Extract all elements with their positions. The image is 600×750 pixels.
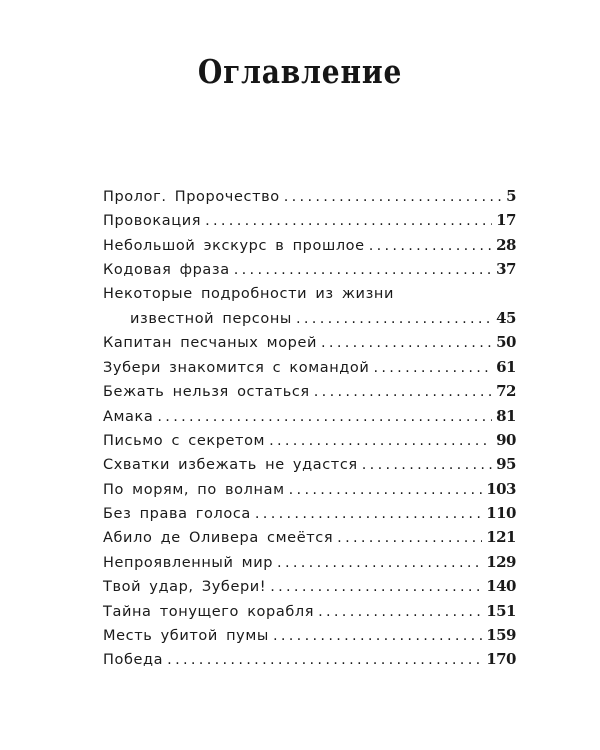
dot-leader xyxy=(362,453,492,477)
entry-title: Месть убитой пумы xyxy=(103,628,269,645)
toc-entry[interactable] xyxy=(103,208,516,232)
toc-entry[interactable] xyxy=(103,428,516,452)
entry-page: 140 xyxy=(486,577,516,596)
entry-title: Амака xyxy=(103,408,154,425)
toc-entry[interactable] xyxy=(103,501,516,525)
entry-title: Твой удар, Зубери! xyxy=(103,579,267,596)
dot-leader xyxy=(284,185,502,209)
toc-entry[interactable] xyxy=(103,355,516,379)
toc-entry[interactable] xyxy=(103,647,516,671)
toc-entry[interactable] xyxy=(103,379,516,403)
entry-title: известной персоны xyxy=(130,310,292,327)
toc-entry[interactable] xyxy=(103,477,516,501)
entry-title: Бежать нельзя остаться xyxy=(103,384,310,401)
entry-title: По морям, по волнам xyxy=(103,481,285,498)
entry-title: Без права голоса xyxy=(103,506,251,523)
toc-entry[interactable] xyxy=(103,257,516,281)
dot-leader xyxy=(373,356,492,380)
dot-leader xyxy=(318,600,482,624)
toc-entry[interactable] xyxy=(103,550,516,574)
dot-leader xyxy=(234,258,492,282)
entry-page: 45 xyxy=(496,308,516,327)
entry-title: Непроявленный мир xyxy=(103,554,274,571)
dot-leader xyxy=(369,234,492,258)
entry-page: 50 xyxy=(496,333,516,352)
dot-leader xyxy=(289,478,483,502)
dot-leader xyxy=(269,429,492,453)
entry-page: 37 xyxy=(496,260,516,279)
toc-entry[interactable] xyxy=(103,282,516,306)
toc-entry-continuation[interactable] xyxy=(103,306,516,330)
toc-entry[interactable] xyxy=(103,184,516,208)
entry-page: 103 xyxy=(486,479,516,498)
entry-title: Капитан песчаных морей xyxy=(103,335,318,352)
entry-page: 17 xyxy=(496,211,516,230)
entry-title: Небольшой экскурс в прошлое xyxy=(103,237,365,254)
entry-title: Тайна тонущего корабля xyxy=(103,603,315,620)
entry-title: Некоторые подробности из жизни xyxy=(103,285,394,302)
entry-title: Зубери знакомится с командой xyxy=(103,359,370,376)
toc-entry[interactable] xyxy=(103,452,516,476)
dot-leader xyxy=(277,551,482,575)
toc-entry[interactable] xyxy=(103,574,516,598)
page-title: Оглавление xyxy=(197,52,403,91)
entry-title: Кодовая фраза xyxy=(103,262,230,279)
toc-entry[interactable] xyxy=(103,525,516,549)
dot-leader xyxy=(314,380,492,404)
entry-title: Письмо с секретом xyxy=(103,432,266,449)
entry-page: 61 xyxy=(496,357,516,376)
dot-leader xyxy=(337,526,482,550)
entry-page: 81 xyxy=(496,406,516,425)
dot-leader xyxy=(270,575,482,599)
toc-entry[interactable] xyxy=(103,404,516,428)
entry-page: 159 xyxy=(486,626,516,645)
entry-title: Провокация xyxy=(103,213,202,230)
dot-leader xyxy=(255,502,482,526)
entry-title: Абило де Оливера смеётся xyxy=(103,530,334,547)
entry-title: Схватки избежать не удастся xyxy=(103,457,358,474)
table-of-contents xyxy=(103,184,516,672)
toc-entry[interactable] xyxy=(103,330,516,354)
entry-page: 90 xyxy=(496,430,516,449)
toc-entry[interactable] xyxy=(103,233,516,257)
entry-page: 151 xyxy=(486,601,516,620)
entry-page: 95 xyxy=(496,455,516,474)
entry-page: 28 xyxy=(496,235,516,254)
entry-page: 129 xyxy=(486,552,516,571)
toc-entry[interactable] xyxy=(103,599,516,623)
dot-leader xyxy=(273,624,482,648)
dot-leader xyxy=(167,648,482,672)
toc-entry[interactable] xyxy=(103,623,516,647)
dot-leader xyxy=(296,307,492,331)
entry-page: 121 xyxy=(486,528,516,547)
entry-title: Пролог. Пророчество xyxy=(103,189,280,205)
entry-page: 170 xyxy=(486,650,516,669)
entry-page: 72 xyxy=(496,382,516,401)
entry-page: 110 xyxy=(486,504,516,523)
entry-title: Победа xyxy=(103,652,164,669)
dot-leader xyxy=(321,331,492,355)
dot-leader xyxy=(205,209,492,233)
dot-leader xyxy=(157,405,492,429)
entry-page: 5 xyxy=(506,187,516,205)
